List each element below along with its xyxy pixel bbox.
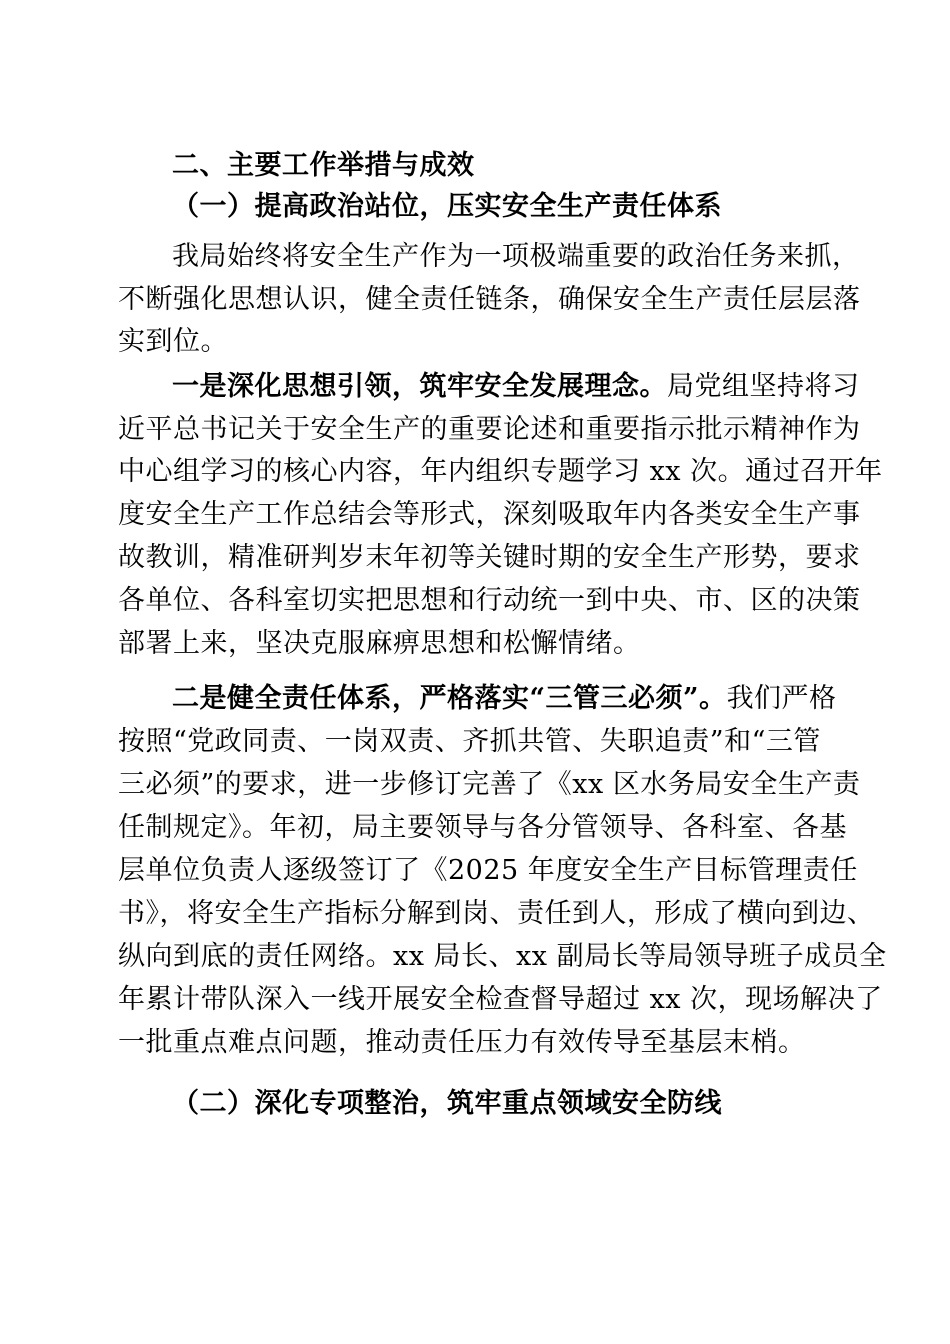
paragraph-line: 中心组学习的核心内容，年内组织专题学习 xx 次。通过召开年 [118,456,883,487]
section-heading-main: 二、主要工作举措与成效 [172,150,475,181]
subsection-heading-2: （二）深化专项整治，筑牢重点领域安全防线 [172,1088,722,1119]
paragraph-line: 一批重点难点问题，推动责任压力有效传导至基层末梢。 [118,1027,806,1058]
subsection-heading-1: （一）提高政治站位，压实安全生产责任体系 [172,191,722,222]
paragraph-line: 部署上来，坚决克服麻痹思想和松懈情绪。 [118,628,641,659]
paragraph-line: 层单位负责人逐级签订了《2025 年度安全生产目标管理责任 [118,855,858,886]
paragraph-line: 故教训，精准研判岁末年初等关键时期的安全生产形势，要求 [118,542,861,573]
paragraph-line: 度安全生产工作总结会等形式，深刻吸取年内各类安全生产事 [118,499,861,530]
paragraph-line: 我局始终将安全生产作为一项极端重要的政治任务来抓， [172,241,860,272]
paragraph-line [172,679,837,719]
paragraph-line: 实到位。 [118,326,228,357]
paragraph-line: 近平总书记关于安全生产的重要论述和重要指示批示精神作为 [118,414,861,445]
paragraph-line: 年累计带队深入一线开展安全检查督导超过 xx 次，现场解决了 [118,984,883,1015]
paragraph-line: 书》，将安全生产指标分解到岗、责任到人，形成了横向到边、 [118,898,875,929]
paragraph-line [172,367,860,407]
point-text: 我们严格 [726,683,837,714]
point-lead: 一是深化思想引领，筑牢安全发展理念。 [172,371,667,402]
paragraph-line: 各单位、各科室切实把思想和行动统一到中央、市、区的决策 [118,585,861,616]
paragraph-line: 按照“党政同责、一岗双责、齐抓共管、失职追责”和“三管 [118,726,821,757]
point-text: 局党组坚持将习 [667,371,860,402]
point-lead: 二是健全责任体系，严格落实“三管三必须”。 [172,683,727,714]
paragraph-line: 三必须”的要求，进一步修订完善了《xx 区水务局安全生产责 [118,769,861,800]
paragraph-line: 纵向到底的责任网络。xx 局长、xx 副局长等局领导班子成员全 [118,941,887,972]
paragraph-line: 任制规定》。年初，局主要领导与各分管领导、各科室、各基 [118,812,847,843]
paragraph-line: 不断强化思想认识，健全责任链条，确保安全生产责任层层落 [118,284,861,315]
